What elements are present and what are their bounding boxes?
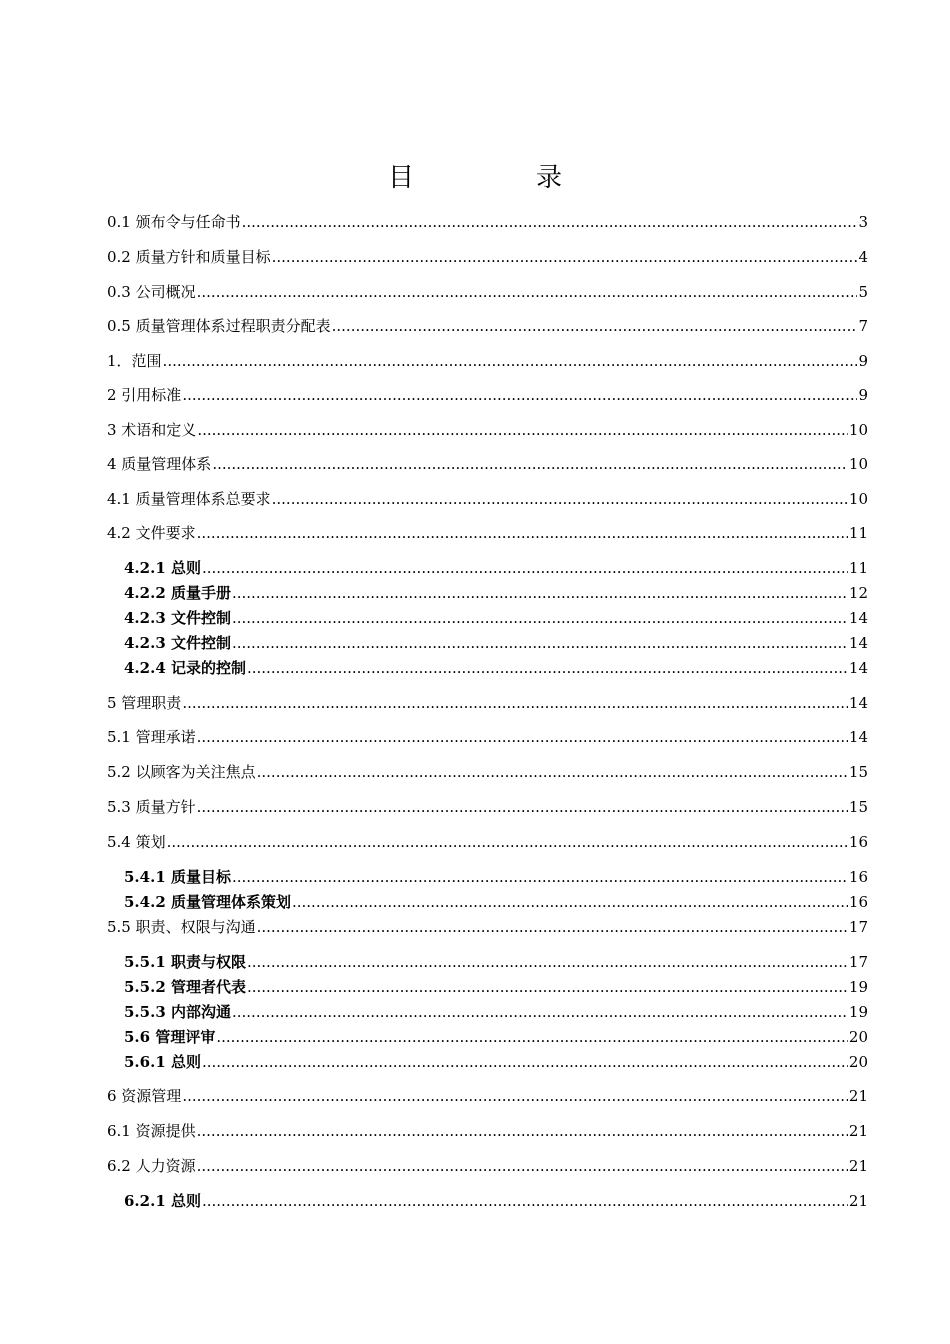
toc-entry-text: 5.6.1 总则: [124, 1053, 201, 1071]
toc-entry-page: 15: [848, 763, 868, 781]
toc-entry[interactable]: [107, 1121, 868, 1141]
toc-subentry[interactable]: [124, 867, 868, 887]
toc-entry[interactable]: [107, 1156, 868, 1176]
toc-entry-text: 5.5.1 职责与权限: [124, 953, 246, 971]
dot-leader: [332, 316, 858, 336]
toc-entry-page: 21: [848, 1192, 868, 1210]
dot-leader: [197, 1156, 848, 1176]
toc-entry-text: 0.2 质量方针和质量目标: [107, 248, 271, 266]
toc-entry-page: 9: [858, 386, 868, 404]
toc-entry[interactable]: [107, 316, 868, 336]
dot-leader: [197, 523, 848, 543]
toc-subentry[interactable]: [124, 1191, 868, 1211]
dot-leader: [247, 952, 848, 972]
toc-entry-text: 6.2 人力资源: [107, 1157, 196, 1175]
toc-entry[interactable]: [107, 762, 868, 782]
toc-entry-page: 19: [848, 1003, 868, 1021]
toc-entry-text: 5.4.1 质量目标: [124, 868, 231, 886]
dot-leader: [257, 917, 848, 937]
toc-entry[interactable]: [107, 917, 868, 937]
toc-entry-text: 6.2.1 总则: [124, 1192, 201, 1210]
toc-title: 目 录: [387, 163, 610, 193]
toc-entry-text: 3 术语和定义: [107, 421, 197, 439]
dot-leader: [272, 489, 848, 509]
toc-entry-page: 16: [848, 893, 868, 911]
dot-leader: [232, 633, 848, 653]
toc-entry-page: 14: [848, 694, 868, 712]
toc-entry-text: 6 资源管理: [107, 1087, 182, 1105]
toc-entry-page: 21: [848, 1157, 868, 1175]
toc-entry-page: 4: [858, 248, 868, 266]
dot-leader: [247, 977, 848, 997]
toc-entry-text: 4.2.4 记录的控制: [124, 659, 246, 677]
dot-leader: [163, 351, 858, 371]
toc-entry-text: 4.2.3 文件控制: [124, 634, 231, 652]
toc-entry[interactable]: [107, 832, 868, 852]
toc-entry-page: 19: [848, 978, 868, 996]
toc-entry[interactable]: [107, 212, 868, 232]
toc-entry-page: 5: [858, 283, 868, 301]
dot-leader: [232, 608, 848, 628]
toc-entry[interactable]: [107, 385, 868, 405]
dot-leader: [197, 420, 848, 440]
toc-entry[interactable]: [107, 454, 868, 474]
toc-entry-text: 5.5.2 管理者代表: [124, 978, 246, 996]
toc-entry[interactable]: [107, 247, 868, 267]
toc-entry-page: 20: [848, 1028, 868, 1046]
toc-entry-text: 5 管理职责: [107, 694, 182, 712]
toc-entry[interactable]: [107, 797, 868, 817]
toc-entry-page: 14: [848, 609, 868, 627]
toc-entry-text: 2 引用标准: [107, 386, 182, 404]
toc-entry[interactable]: [107, 523, 868, 543]
toc-entry[interactable]: [107, 693, 868, 713]
toc-entry-text: 5.3 质量方针: [107, 798, 196, 816]
toc-subentry[interactable]: [124, 658, 868, 678]
dot-leader: [202, 558, 848, 578]
toc-entry-page: 16: [848, 868, 868, 886]
toc-subentry[interactable]: [124, 608, 868, 628]
dot-leader: [242, 212, 858, 232]
toc-entry-page: 17: [848, 953, 868, 971]
toc-entry-page: 10: [848, 490, 868, 508]
toc-entry-page: 21: [848, 1122, 868, 1140]
toc-entry-page: 14: [848, 728, 868, 746]
toc-entry-page: 17: [848, 918, 868, 936]
toc-subentry[interactable]: [124, 633, 868, 653]
toc-subentry[interactable]: [124, 1052, 868, 1072]
toc-entry-page: 15: [848, 798, 868, 816]
dot-leader: [232, 1002, 848, 1022]
toc-entry-page: 21: [848, 1087, 868, 1105]
toc-entry-text: 5.4.2 质量管理体系策划: [124, 893, 291, 911]
dot-leader: [292, 892, 848, 912]
toc-entry-page: 11: [848, 524, 868, 542]
toc-entry-text: 4.2 文件要求: [107, 524, 196, 542]
toc-entry-text: 5.6 管理评审: [124, 1028, 216, 1046]
toc-entry-text: 4.2.2 质量手册: [124, 584, 231, 602]
dot-leader: [202, 1191, 848, 1211]
toc-subentry[interactable]: [124, 977, 868, 997]
dot-leader: [197, 727, 848, 747]
toc-entry-text: 4.2.3 文件控制: [124, 609, 231, 627]
toc-entry-text: 6.1 资源提供: [107, 1122, 196, 1140]
toc-entry-text: 4.1 质量管理体系总要求: [107, 490, 271, 508]
toc-entry-page: 16: [848, 833, 868, 851]
toc-entry[interactable]: [107, 727, 868, 747]
dot-leader: [197, 1121, 848, 1141]
toc-subentry[interactable]: [124, 1027, 868, 1047]
toc-entry-text: 5.2 以顾客为关注焦点: [107, 763, 256, 781]
toc-entry-text: 5.4 策划: [107, 833, 166, 851]
dot-leader: [182, 693, 848, 713]
toc-entry-page: 10: [848, 421, 868, 439]
toc-entry-page: 10: [848, 455, 868, 473]
toc-entry-text: 5.5.3 内部沟通: [124, 1003, 231, 1021]
dot-leader: [232, 867, 848, 887]
toc-entry-text: 4.2.1 总则: [124, 559, 201, 577]
dot-leader: [272, 247, 858, 267]
dot-leader: [232, 583, 848, 603]
toc-subentry[interactable]: [124, 558, 868, 578]
dot-leader: [197, 282, 858, 302]
toc-entry[interactable]: [107, 1086, 868, 1106]
toc-entry-page: 7: [858, 317, 868, 335]
toc-entry-text: 0.3 公司概况: [107, 283, 196, 301]
dot-leader: [216, 1027, 848, 1047]
toc-entry-page: 14: [848, 659, 868, 677]
toc-subentry[interactable]: [124, 892, 868, 912]
toc-entry[interactable]: [107, 489, 868, 509]
toc-entry-page: 9: [858, 352, 868, 370]
toc-subentry[interactable]: [124, 583, 868, 603]
toc-entry-text: 1．范围: [107, 352, 162, 370]
dot-leader: [197, 797, 848, 817]
toc-entry-text: 0.1 颁布令与任命书: [107, 213, 241, 231]
dot-leader: [212, 454, 848, 474]
toc-subentry[interactable]: [124, 952, 868, 972]
dot-leader: [182, 1086, 848, 1106]
dot-leader: [167, 832, 848, 852]
toc-entry-page: 3: [858, 213, 868, 231]
dot-leader: [182, 385, 857, 405]
toc-entry-text: 4 质量管理体系: [107, 455, 212, 473]
toc-entry-text: 5.1 管理承诺: [107, 728, 196, 746]
toc-entry-page: 11: [848, 559, 868, 577]
dot-leader: [202, 1052, 848, 1072]
toc-entry[interactable]: [107, 420, 868, 440]
toc-entry-page: 14: [848, 634, 868, 652]
toc-entry[interactable]: [107, 282, 868, 302]
toc-entry[interactable]: [107, 351, 868, 371]
toc-entry-page: 12: [848, 584, 868, 602]
toc-entry-text: 0.5 质量管理体系过程职责分配表: [107, 317, 331, 335]
dot-leader: [257, 762, 848, 782]
toc-entry-page: 20: [848, 1053, 868, 1071]
toc-subentry[interactable]: [124, 1002, 868, 1022]
toc-entry-text: 5.5 职责、权限与沟通: [107, 918, 256, 936]
dot-leader: [247, 658, 848, 678]
